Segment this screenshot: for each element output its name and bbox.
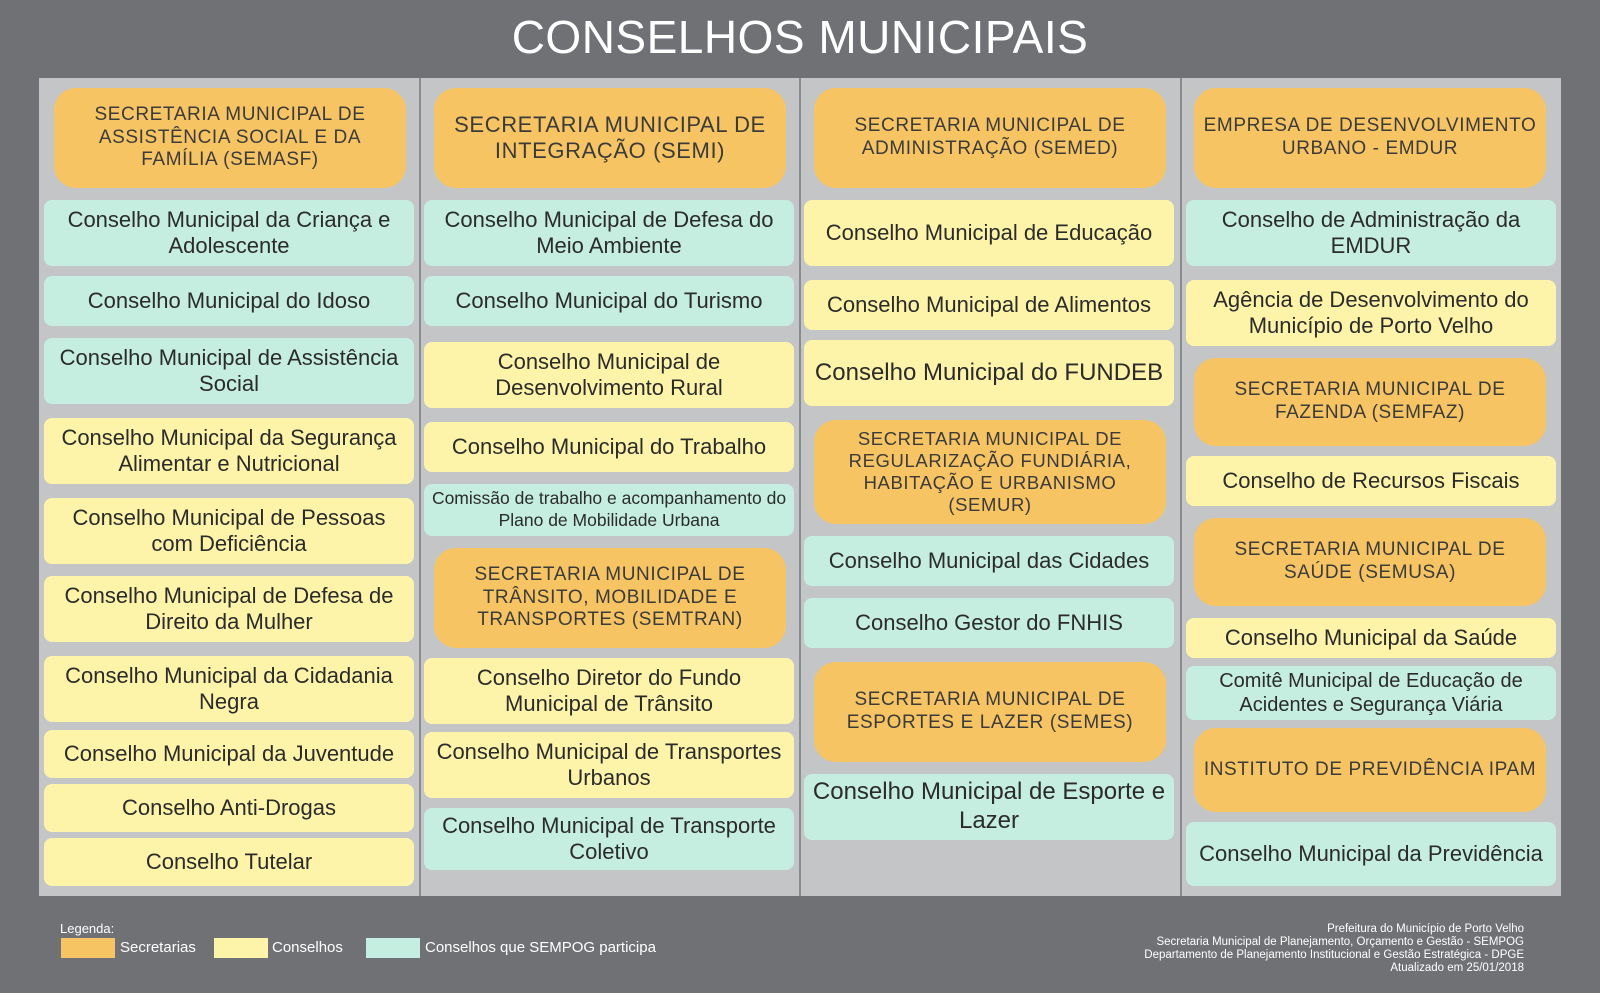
council-box: Conselho Municipal de Pessoas com Deficiência	[44, 498, 414, 564]
secretaria-box: SECRETARIA MUNICIPAL DE ASSISTÊNCIA SOCIAL E DA FAMÍLIA (SEMASF)	[54, 88, 406, 188]
council-box: Conselho Diretor do Fundo Municipal de Trânsito	[424, 658, 794, 724]
council-box-sempog: Conselho Municipal de Defesa do Meio Ambiente	[424, 200, 794, 266]
legend-label-conselhos: Conselhos	[272, 939, 343, 956]
secretaria-box: SECRETARIA MUNICIPAL DE TRÂNSITO, MOBILIDADE E TRANSPORTES (SEMTRAN)	[434, 548, 786, 648]
council-box: Conselho Municipal de Defesa de Direito da Mulher	[44, 576, 414, 642]
council-box-sempog: Conselho Municipal do Turismo	[424, 276, 794, 326]
council-box: Conselho Anti-Drogas	[44, 784, 414, 832]
legend-swatch-secretarias	[61, 938, 115, 958]
legend-swatch-conselhos	[214, 938, 268, 958]
secretaria-box: EMPRESA DE DESENVOLVIMENTO URBANO - EMDUR	[1194, 88, 1546, 188]
secretaria-box: SECRETARIA MUNICIPAL DE ESPORTES E LAZER (SEMES)	[814, 662, 1166, 762]
footer-line: Prefeitura do Município de Porto Velho	[1327, 923, 1524, 935]
council-box: Conselho Municipal da Saúde	[1186, 618, 1556, 658]
secretaria-box: SECRETARIA MUNICIPAL DE ADMINISTRAÇÃO (SEMED)	[814, 88, 1166, 188]
footer-line: Atualizado em 25/01/2018	[1390, 962, 1524, 974]
council-box-sempog: Comitê Municipal de Educação de Acidentes e Segurança Viária	[1186, 666, 1556, 720]
secretaria-box: INSTITUTO DE PREVIDÊNCIA IPAM	[1194, 728, 1546, 812]
council-box: Conselho Municipal de Educação	[804, 200, 1174, 266]
council-box: Conselho Municipal da Cidadania Negra	[44, 656, 414, 722]
secretaria-box: SECRETARIA MUNICIPAL DE INTEGRAÇÃO (SEMI)	[434, 88, 786, 188]
council-box-sempog: Conselho Municipal das Cidades	[804, 536, 1174, 586]
council-box-sempog: Conselho Municipal de Transporte Coletivo	[424, 808, 794, 870]
council-box-sempog: Conselho de Administração da EMDUR	[1186, 200, 1556, 266]
legend-title: Legenda:	[60, 921, 115, 936]
column-divider	[799, 78, 801, 896]
secretaria-box: SECRETARIA MUNICIPAL DE FAZENDA (SEMFAZ)	[1194, 358, 1546, 446]
council-box-sempog: Conselho Municipal da Criança e Adolescente	[44, 200, 414, 266]
council-box: Conselho Municipal da Juventude	[44, 730, 414, 778]
council-box-sempog: Conselho Municipal de Assistência Social	[44, 338, 414, 404]
council-box-sempog: Comissão de trabalho e acompanhamento do Plano de Mobilidade Urbana	[424, 484, 794, 536]
council-box: Conselho Municipal do Trabalho	[424, 422, 794, 472]
secretaria-box: SECRETARIA MUNICIPAL DE SAÚDE (SEMUSA)	[1194, 518, 1546, 606]
footer-line: Secretaria Municipal de Planejamento, Orçamento e Gestão - SEMPOG	[1156, 936, 1524, 948]
council-box: Conselho Municipal do FUNDEB	[804, 340, 1174, 406]
column-divider	[1180, 78, 1182, 896]
footer-credits	[1144, 923, 1524, 975]
council-box: Conselho Municipal da Segurança Alimentar e Nutricional	[44, 418, 414, 484]
council-box: Conselho Tutelar	[44, 838, 414, 886]
council-box: Conselho Municipal de Desenvolvimento Rural	[424, 342, 794, 408]
legend-label-sempog: Conselhos que SEMPOG participa	[425, 939, 656, 956]
page-title: CONSELHOS MUNICIPAIS	[511, 11, 1089, 63]
legend-label-secretarias: Secretarias	[120, 939, 196, 956]
council-box-sempog: Conselho Municipal do Idoso	[44, 276, 414, 326]
footer-line: Departamento de Planejamento Institucional e Gestão Estratégica - DPGE	[1144, 949, 1524, 961]
council-box: Agência de Desenvolvimento do Município de Porto Velho	[1186, 280, 1556, 346]
council-box-sempog: Conselho Municipal de Esporte e Lazer	[804, 774, 1174, 840]
column-divider	[419, 78, 421, 896]
council-box-sempog: Conselho Gestor do FNHIS	[804, 598, 1174, 648]
council-box-sempog: Conselho Municipal da Previdência	[1186, 822, 1556, 886]
council-box: Conselho de Recursos Fiscais	[1186, 456, 1556, 506]
secretaria-box: SECRETARIA MUNICIPAL DE REGULARIZAÇÃO FUNDIÁRIA, HABITAÇÃO E URBANISMO (SEMUR)	[814, 420, 1166, 524]
council-box: Conselho Municipal de Alimentos	[804, 280, 1174, 330]
council-box: Conselho Municipal de Transportes Urbanos	[424, 732, 794, 798]
legend-swatch-sempog	[366, 938, 420, 958]
